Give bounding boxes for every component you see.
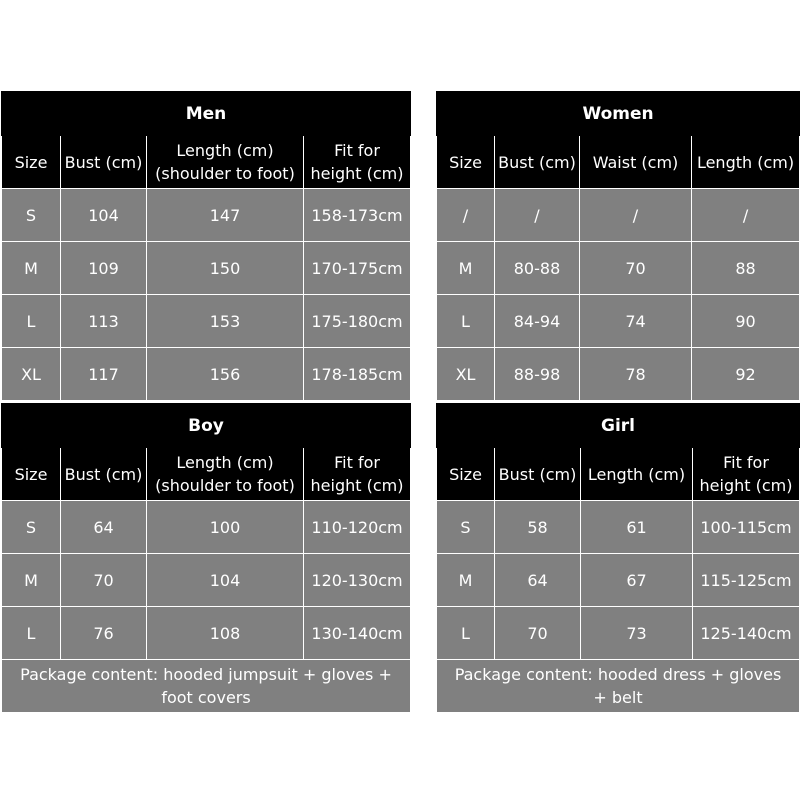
women-header-bust: Bust (cm): [495, 136, 580, 189]
table-cell: 109: [61, 242, 147, 295]
table-cell: XL: [2, 348, 61, 401]
table-cell: 117: [61, 348, 147, 401]
boy-size-table: [1, 403, 410, 713]
table-cell: L: [437, 295, 495, 348]
boy-title: Boy: [2, 404, 411, 448]
girl-row-m: [437, 554, 800, 607]
table-cell: M: [437, 554, 495, 607]
table-cell: 90: [692, 295, 800, 348]
table-cell: 100-115cm: [693, 501, 800, 554]
boy-header-size: Size: [2, 448, 61, 501]
table-cell: S: [2, 189, 61, 242]
girl-row-l: [437, 607, 800, 660]
women-row-l: [437, 295, 800, 348]
girl-table: [436, 403, 800, 713]
table-cell: XL: [437, 348, 495, 401]
table-cell: 110-120cm: [304, 501, 411, 554]
girl-title: Girl: [437, 404, 800, 448]
table-cell: L: [2, 295, 61, 348]
women-header-length: Length (cm): [692, 136, 800, 189]
table-cell: S: [437, 501, 495, 554]
table-cell: M: [437, 242, 495, 295]
table-cell: 104: [147, 554, 304, 607]
table-cell: 147: [147, 189, 304, 242]
table-cell: L: [2, 607, 61, 660]
women-table: [436, 91, 800, 401]
girl-row-s: [437, 501, 800, 554]
boy-row-m: [2, 554, 411, 607]
table-cell: 73: [581, 607, 693, 660]
table-cell: 115-125cm: [693, 554, 800, 607]
table-cell: 74: [580, 295, 692, 348]
table-cell: 58: [495, 501, 581, 554]
girl-header-bust: Bust (cm): [495, 448, 581, 501]
boy-row-l: [2, 607, 411, 660]
table-cell: /: [495, 189, 580, 242]
girl-header-length: Length (cm): [581, 448, 693, 501]
women-title: Women: [437, 92, 800, 136]
table-cell: L: [437, 607, 495, 660]
men-row-m: [2, 242, 411, 295]
table-cell: 153: [147, 295, 304, 348]
table-cell: 100: [147, 501, 304, 554]
table-cell: 158-173cm: [304, 189, 411, 242]
table-cell: M: [2, 554, 61, 607]
women-header-size: Size: [437, 136, 495, 189]
men-header-fit: Fit for height (cm): [304, 136, 411, 189]
men-table: [1, 91, 411, 401]
table-cell: 108: [147, 607, 304, 660]
table-cell: 88-98: [495, 348, 580, 401]
men-title: Men: [2, 92, 411, 136]
men-row-xl: [2, 348, 411, 401]
table-cell: S: [2, 501, 61, 554]
table-cell: 64: [495, 554, 581, 607]
table-cell: 70: [495, 607, 581, 660]
table-cell: 178-185cm: [304, 348, 411, 401]
table-cell: 64: [61, 501, 147, 554]
table-cell: 104: [61, 189, 147, 242]
men-header-size: Size: [2, 136, 61, 189]
men-row-l: [2, 295, 411, 348]
boy-header-length: Length (cm) (shoulder to foot): [147, 448, 304, 501]
boy-header-bust: Bust (cm): [61, 448, 147, 501]
women-row-na: [437, 189, 800, 242]
girl-size-table: [436, 403, 799, 713]
table-cell: 67: [581, 554, 693, 607]
women-size-table: [436, 91, 799, 401]
boy-table: [1, 403, 411, 713]
girl-header-size: Size: [437, 448, 495, 501]
table-cell: 175-180cm: [304, 295, 411, 348]
table-cell: 61: [581, 501, 693, 554]
table-cell: 84-94: [495, 295, 580, 348]
girl-package-content: Package content: hooded dress + gloves + belt: [437, 660, 800, 713]
table-cell: 78: [580, 348, 692, 401]
table-cell: /: [580, 189, 692, 242]
table-cell: 125-140cm: [693, 607, 800, 660]
table-cell: M: [2, 242, 61, 295]
table-cell: 130-140cm: [304, 607, 411, 660]
men-size-table: [1, 91, 410, 401]
table-cell: 170-175cm: [304, 242, 411, 295]
table-cell: 150: [147, 242, 304, 295]
table-cell: 70: [580, 242, 692, 295]
men-header-bust: Bust (cm): [61, 136, 147, 189]
boy-package-content: Package content: hooded jumpsuit + gloves + foot covers: [2, 660, 411, 713]
table-cell: 156: [147, 348, 304, 401]
table-cell: /: [437, 189, 495, 242]
table-cell: 113: [61, 295, 147, 348]
table-cell: 80-88: [495, 242, 580, 295]
girl-header-fit: Fit for height (cm): [693, 448, 800, 501]
women-row-xl: [437, 348, 800, 401]
table-cell: 70: [61, 554, 147, 607]
table-cell: 92: [692, 348, 800, 401]
men-header-length: Length (cm) (shoulder to foot): [147, 136, 304, 189]
table-cell: /: [692, 189, 800, 242]
table-cell: 88: [692, 242, 800, 295]
men-row-s: [2, 189, 411, 242]
table-cell: 120-130cm: [304, 554, 411, 607]
boy-header-fit: Fit for height (cm): [304, 448, 411, 501]
boy-row-s: [2, 501, 411, 554]
table-cell: 76: [61, 607, 147, 660]
women-header-waist: Waist (cm): [580, 136, 692, 189]
women-row-m: [437, 242, 800, 295]
